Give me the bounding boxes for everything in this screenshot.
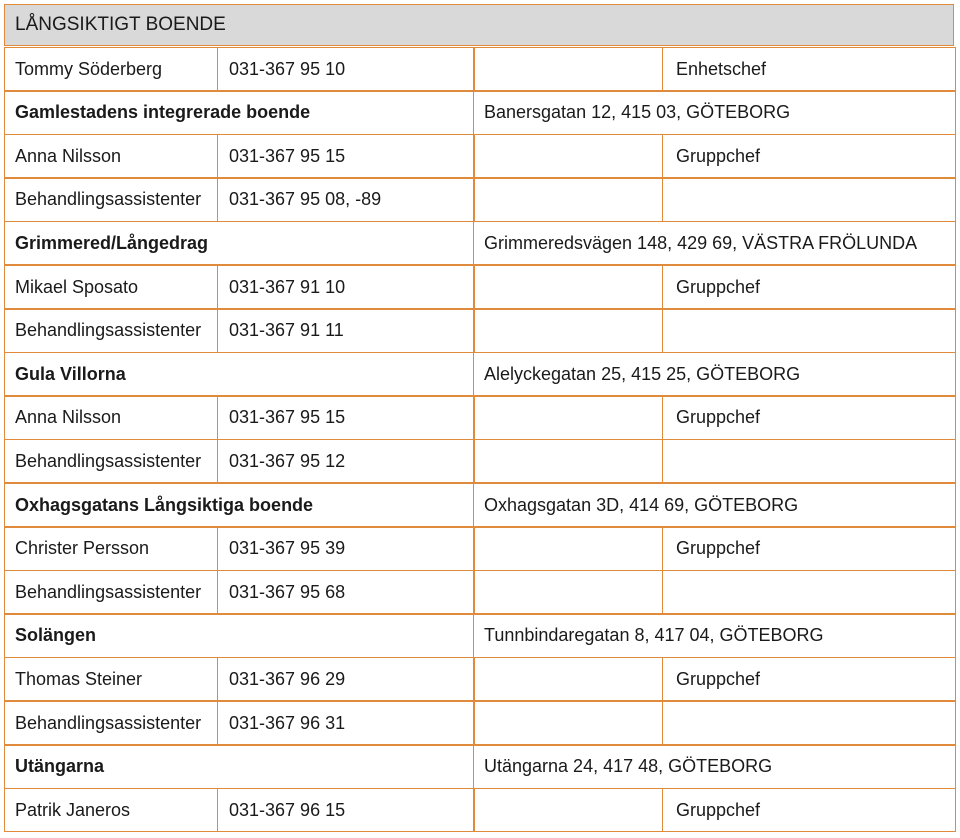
role-cell — [662, 701, 956, 745]
empty-cell — [473, 396, 663, 440]
phone-cell: 031-367 91 11 — [217, 309, 475, 353]
person-name-cell: Thomas Steiner — [4, 657, 218, 701]
empty-cell — [473, 527, 663, 571]
role-cell: Gruppchef — [662, 134, 956, 178]
person-name-cell: Behandlingsassistenter — [4, 701, 218, 745]
unit-name-cell: Solängen — [4, 614, 474, 658]
empty-cell — [473, 439, 663, 483]
role-cell: Gruppchef — [662, 657, 956, 701]
empty-cell — [473, 134, 663, 178]
person-name-cell: Mikael Sposato — [4, 265, 218, 309]
table-row — [4, 527, 956, 570]
table-row — [4, 178, 956, 221]
role-cell — [662, 178, 956, 222]
table-title: LÅNGSIKTIGT BOENDE — [4, 4, 954, 46]
person-name-cell: Patrik Janeros — [4, 788, 218, 832]
table-row — [4, 265, 956, 308]
phone-cell: 031-367 96 29 — [217, 657, 475, 701]
role-cell — [662, 570, 956, 614]
person-name-cell: Behandlingsassistenter — [4, 178, 218, 222]
table-row — [4, 570, 956, 613]
contact-table — [4, 4, 956, 834]
empty-cell — [473, 309, 663, 353]
table-row — [4, 701, 956, 744]
table-row — [4, 396, 956, 439]
role-cell: Gruppchef — [662, 265, 956, 309]
unit-row — [4, 745, 956, 788]
unit-row — [4, 352, 956, 395]
person-name-cell: Tommy Söderberg — [4, 47, 218, 91]
phone-cell: 031-367 96 31 — [217, 701, 475, 745]
address-cell: Grimmeredsvägen 148, 429 69, VÄSTRA FRÖLUNDA — [473, 221, 956, 265]
role-cell: Gruppchef — [662, 396, 956, 440]
unit-name-cell: Oxhagsgatans Långsiktiga boende — [4, 483, 474, 527]
address-cell: Alelyckegatan 25, 415 25, GÖTEBORG — [473, 352, 956, 396]
role-cell: Enhetschef — [662, 47, 956, 91]
address-cell: Banersgatan 12, 415 03, GÖTEBORG — [473, 91, 956, 135]
address-cell: Utängarna 24, 417 48, GÖTEBORG — [473, 745, 956, 789]
person-name-cell: Behandlingsassistenter — [4, 439, 218, 483]
unit-name-cell: Gamlestadens integrerade boende — [4, 91, 474, 135]
empty-cell — [473, 178, 663, 222]
unit-name-cell: Utängarna — [4, 745, 474, 789]
empty-cell — [473, 570, 663, 614]
unit-row — [4, 483, 956, 526]
role-cell: Gruppchef — [662, 788, 956, 832]
phone-cell: 031-367 95 15 — [217, 396, 475, 440]
table-row — [4, 657, 956, 700]
phone-cell: 031-367 95 10 — [217, 47, 475, 91]
table-row — [4, 788, 956, 831]
phone-cell: 031-367 95 08, -89 — [217, 178, 475, 222]
phone-cell: 031-367 96 15 — [217, 788, 475, 832]
person-name-cell: Christer Persson — [4, 527, 218, 571]
unit-row — [4, 614, 956, 657]
empty-cell — [473, 701, 663, 745]
role-cell: Gruppchef — [662, 527, 956, 571]
empty-cell — [473, 265, 663, 309]
phone-cell: 031-367 95 68 — [217, 570, 475, 614]
phone-cell: 031-367 95 12 — [217, 439, 475, 483]
role-cell — [662, 309, 956, 353]
person-name-cell: Anna Nilsson — [4, 396, 218, 440]
empty-cell — [473, 657, 663, 701]
role-cell — [662, 439, 956, 483]
phone-cell: 031-367 95 15 — [217, 134, 475, 178]
person-name-cell: Behandlingsassistenter — [4, 570, 218, 614]
table-row — [4, 439, 956, 482]
table-row — [4, 134, 956, 177]
unit-row — [4, 91, 956, 134]
address-cell: Oxhagsgatan 3D, 414 69, GÖTEBORG — [473, 483, 956, 527]
person-name-cell: Anna Nilsson — [4, 134, 218, 178]
address-cell: Tunnbindaregatan 8, 417 04, GÖTEBORG — [473, 614, 956, 658]
person-name-cell: Behandlingsassistenter — [4, 309, 218, 353]
phone-cell: 031-367 95 39 — [217, 527, 475, 571]
unit-name-cell: Gula Villorna — [4, 352, 474, 396]
empty-cell — [473, 47, 663, 91]
table-row — [4, 47, 956, 90]
unit-row — [4, 221, 956, 264]
phone-cell: 031-367 91 10 — [217, 265, 475, 309]
empty-cell — [473, 788, 663, 832]
table-row — [4, 309, 956, 352]
unit-name-cell: Grimmered/Långedrag — [4, 221, 474, 265]
